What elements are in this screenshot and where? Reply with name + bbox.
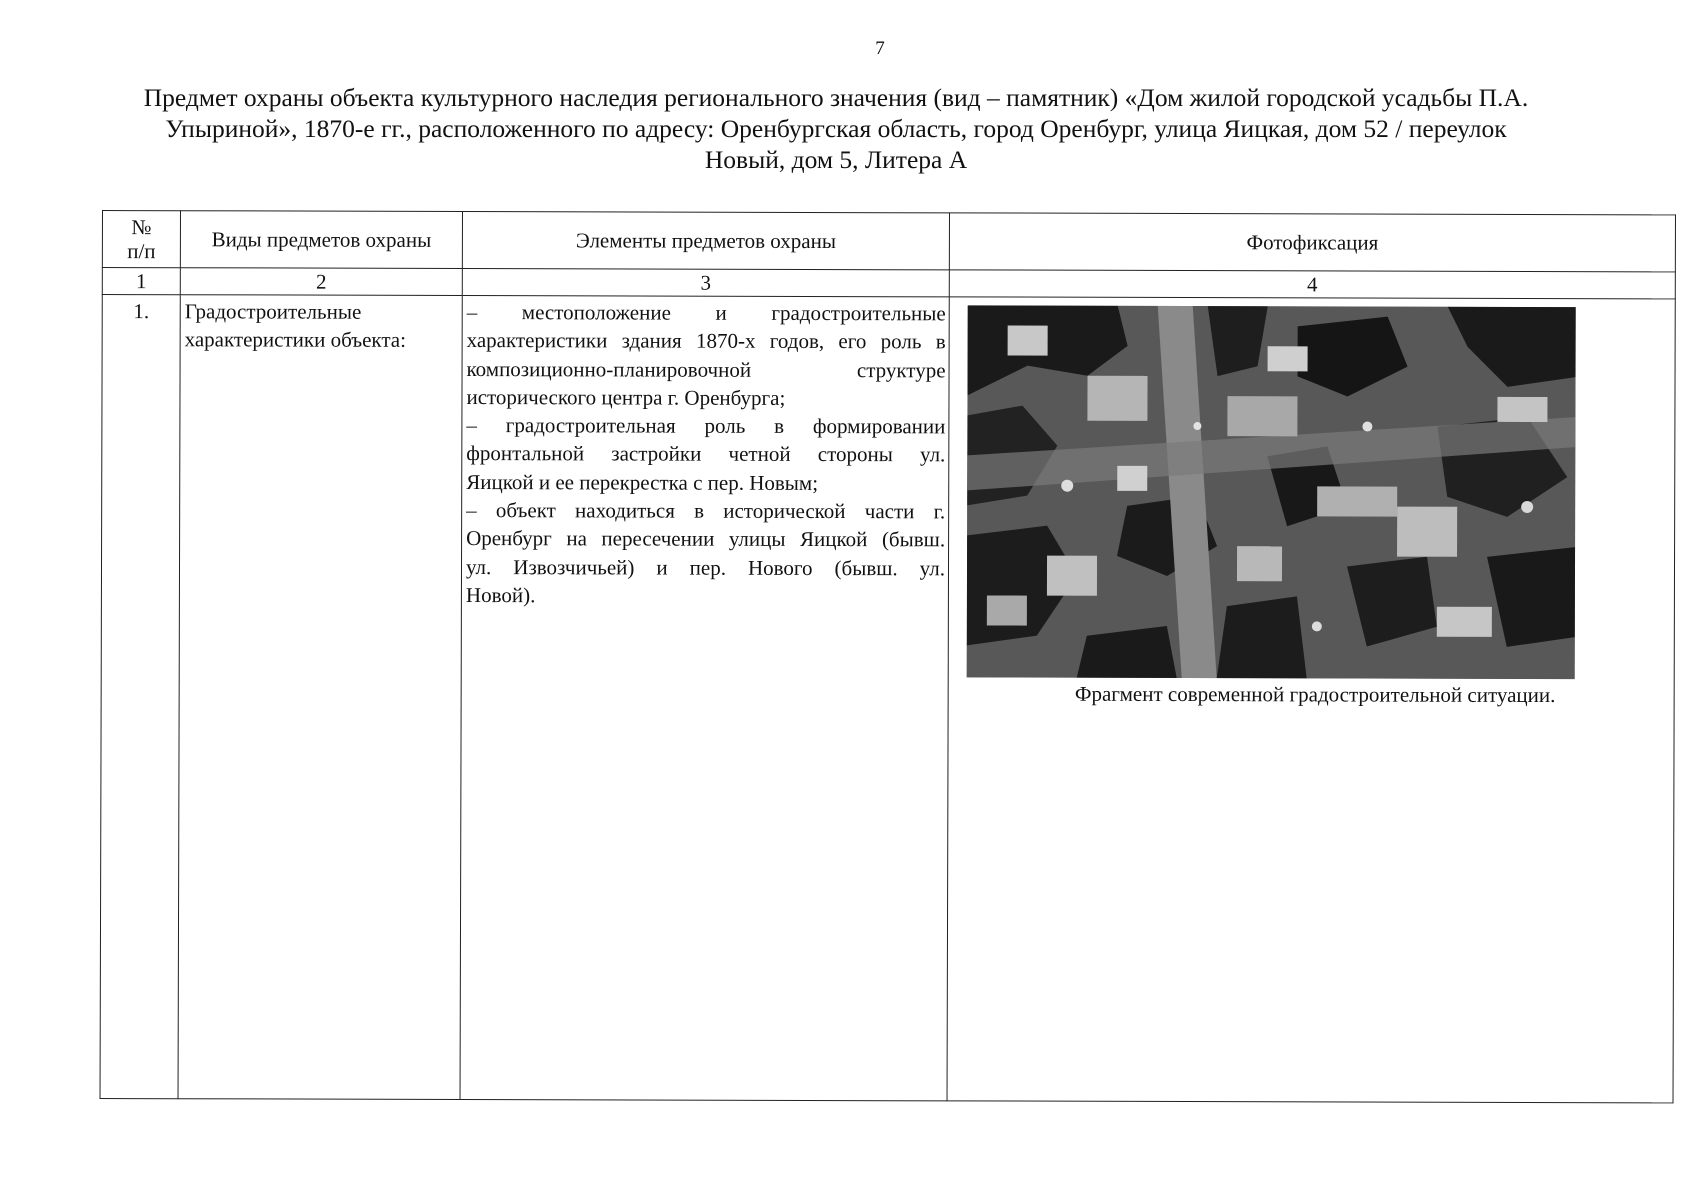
kind-line: характеристики объекта: bbox=[184, 327, 406, 353]
kind-line: Градостроительные bbox=[184, 299, 362, 324]
title-line: Упыриной», 1870-е гг., расположенного по адресу: Оренбургская область, город Оренбург, улица Яицкая, дом 52 / переулок bbox=[165, 114, 1507, 143]
table-row bbox=[100, 295, 1675, 1103]
header-num-abbr: п/п bbox=[127, 239, 156, 264]
protection-elements bbox=[460, 296, 949, 1101]
element-line: Оренбург на пересечении улицы Яицкой (бывш. bbox=[466, 526, 946, 552]
element-line: Яицкой и ее перекрестка с пер. Новым; bbox=[466, 469, 819, 495]
title-line: Новый, дом 5, Литера А bbox=[704, 145, 968, 174]
document-title bbox=[96, 82, 1576, 175]
row-number: 1. bbox=[100, 295, 180, 1099]
element-line: фронтальной застройки четной стороны ул. bbox=[466, 441, 946, 467]
element-line: ул. Извозчичьей) и пер. Нового (бывш. ул. bbox=[465, 554, 946, 581]
header-photo: Фотофиксация bbox=[949, 213, 1675, 272]
element-line: исторического центра г. Оренбурга; bbox=[466, 384, 786, 410]
column-number: 3 bbox=[462, 269, 949, 297]
element-line: Новой). bbox=[465, 582, 536, 608]
header-num-symbol: № bbox=[131, 215, 152, 240]
header-elements: Элементы предметов охраны bbox=[462, 212, 949, 270]
photo-caption: Фрагмент современной градостроительной ситуации. bbox=[1074, 681, 1556, 708]
element-line: характеристики здания 1870-х годов, его роль в bbox=[466, 328, 946, 354]
element-line: – градостроительная роль в формировании bbox=[466, 413, 946, 439]
table-header-row bbox=[102, 211, 1675, 272]
column-number: 1 bbox=[102, 268, 180, 295]
aerial-photo bbox=[967, 305, 1576, 679]
header-num bbox=[102, 211, 180, 268]
column-number: 4 bbox=[949, 270, 1675, 299]
element-line: композиционно-планировочной структуре bbox=[466, 356, 946, 382]
protection-table bbox=[100, 210, 1676, 1103]
header-kind: Виды предметов охраны bbox=[180, 211, 462, 269]
element-line: – местоположение и градостроительные bbox=[466, 300, 946, 326]
element-line: – объект находиться в исторической части г. bbox=[466, 498, 946, 524]
photo-cell bbox=[947, 297, 1675, 1103]
protection-kind bbox=[178, 295, 462, 1100]
title-line: Предмет охраны объекта культурного наследия регионального значения (вид – памятник) «Дом жилой городской усадьбы П.А. bbox=[143, 83, 1529, 112]
column-number: 2 bbox=[180, 268, 462, 296]
page-number: 7 bbox=[875, 38, 885, 59]
